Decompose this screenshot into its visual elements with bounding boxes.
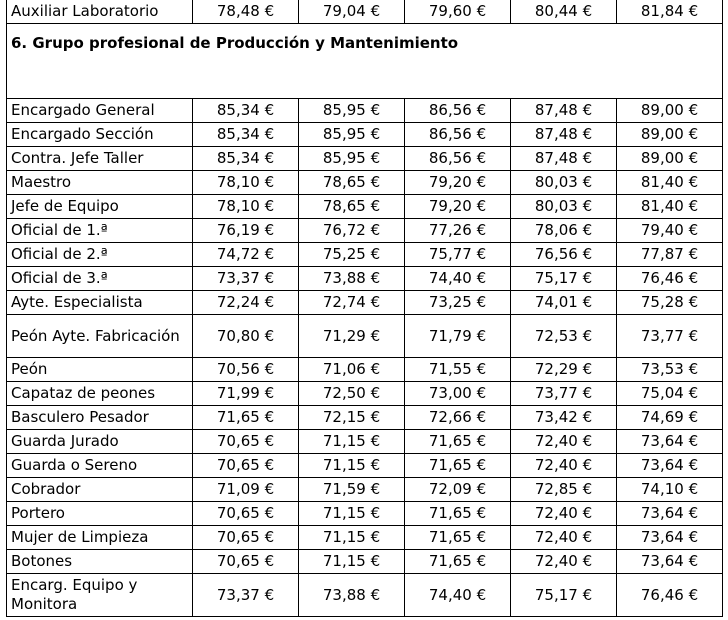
row-value: 78,65 €	[299, 195, 405, 219]
row-value: 70,65 €	[193, 526, 299, 550]
row-value: 75,28 €	[617, 291, 723, 315]
row-value: 81,40 €	[617, 195, 723, 219]
row-value: 81,40 €	[617, 171, 723, 195]
row-value: 78,65 €	[299, 171, 405, 195]
row-value: 71,99 €	[193, 382, 299, 406]
row-value: 73,64 €	[617, 454, 723, 478]
row-category: Ayte. Especialista	[7, 291, 193, 315]
row-value: 78,10 €	[193, 171, 299, 195]
row-value: 71,29 €	[299, 315, 405, 358]
row-value: 71,15 €	[299, 502, 405, 526]
row-category: Mujer de Limpieza	[7, 526, 193, 550]
row-value: 87,48 €	[511, 147, 617, 171]
row-value: 71,65 €	[405, 430, 511, 454]
table-row	[7, 99, 723, 123]
row-value: 75,17 €	[511, 267, 617, 291]
row-value: 76,56 €	[511, 243, 617, 267]
row-value: 71,06 €	[299, 358, 405, 382]
row-value: 73,53 €	[617, 358, 723, 382]
row-value: 73,00 €	[405, 382, 511, 406]
row-value: 73,37 €	[193, 574, 299, 617]
row-value: 79,60 €	[405, 0, 511, 24]
row-value: 71,55 €	[405, 358, 511, 382]
row-value: 89,00 €	[617, 123, 723, 147]
table-row	[7, 526, 723, 550]
table-row	[7, 123, 723, 147]
row-value: 72,15 €	[299, 406, 405, 430]
section-title: 6. Grupo profesional de Producción y Mantenimiento	[7, 24, 723, 99]
row-value: 79,20 €	[405, 171, 511, 195]
row-category: Oficial de 2.ª	[7, 243, 193, 267]
row-value: 72,40 €	[511, 454, 617, 478]
row-category: Auxiliar Laboratorio	[7, 0, 193, 24]
row-value: 77,87 €	[617, 243, 723, 267]
row-value: 85,95 €	[299, 123, 405, 147]
row-value: 74,40 €	[405, 574, 511, 617]
row-category: Contra. Jefe Taller	[7, 147, 193, 171]
row-value: 72,53 €	[511, 315, 617, 358]
row-value: 71,65 €	[405, 550, 511, 574]
row-value: 70,65 €	[193, 430, 299, 454]
row-value: 75,77 €	[405, 243, 511, 267]
row-value: 76,46 €	[617, 574, 723, 617]
row-value: 74,69 €	[617, 406, 723, 430]
row-category: Encarg. Equipo y Monitora	[7, 574, 193, 617]
row-value: 71,65 €	[405, 526, 511, 550]
row-value: 71,65 €	[405, 454, 511, 478]
row-value: 74,10 €	[617, 478, 723, 502]
row-value: 78,06 €	[511, 219, 617, 243]
row-value: 73,88 €	[299, 574, 405, 617]
row-category: Encargado General	[7, 99, 193, 123]
row-value: 71,15 €	[299, 526, 405, 550]
row-category: Oficial de 1.ª	[7, 219, 193, 243]
row-value: 78,10 €	[193, 195, 299, 219]
row-value: 81,84 €	[617, 0, 723, 24]
row-category: Portero	[7, 502, 193, 526]
row-value: 89,00 €	[617, 147, 723, 171]
table-row	[7, 430, 723, 454]
row-category: Cobrador	[7, 478, 193, 502]
row-value: 73,64 €	[617, 502, 723, 526]
row-value: 72,09 €	[405, 478, 511, 502]
row-value: 87,48 €	[511, 99, 617, 123]
row-value: 73,77 €	[511, 382, 617, 406]
row-value: 73,88 €	[299, 267, 405, 291]
row-value: 71,59 €	[299, 478, 405, 502]
row-value: 73,64 €	[617, 430, 723, 454]
row-value: 72,40 €	[511, 430, 617, 454]
table-row	[7, 502, 723, 526]
row-value: 87,48 €	[511, 123, 617, 147]
row-value: 72,24 €	[193, 291, 299, 315]
row-category: Encargado Sección	[7, 123, 193, 147]
row-value: 75,04 €	[617, 382, 723, 406]
table-row	[7, 267, 723, 291]
row-value: 71,15 €	[299, 430, 405, 454]
row-value: 70,65 €	[193, 454, 299, 478]
row-value: 86,56 €	[405, 123, 511, 147]
row-value: 74,40 €	[405, 267, 511, 291]
row-value: 71,09 €	[193, 478, 299, 502]
row-category: Guarda Jurado	[7, 430, 193, 454]
row-value: 70,65 €	[193, 502, 299, 526]
table-row	[7, 171, 723, 195]
row-value: 75,17 €	[511, 574, 617, 617]
row-value: 72,74 €	[299, 291, 405, 315]
table-row-top	[7, 0, 723, 24]
row-value: 72,40 €	[511, 526, 617, 550]
table-row	[7, 243, 723, 267]
row-value: 86,56 €	[405, 99, 511, 123]
row-value: 85,95 €	[299, 147, 405, 171]
salary-table-body	[7, 0, 723, 617]
row-value: 73,64 €	[617, 526, 723, 550]
row-value: 73,37 €	[193, 267, 299, 291]
row-value: 73,77 €	[617, 315, 723, 358]
row-value: 76,46 €	[617, 267, 723, 291]
table-row	[7, 454, 723, 478]
row-value: 74,72 €	[193, 243, 299, 267]
row-value: 73,42 €	[511, 406, 617, 430]
table-row	[7, 406, 723, 430]
row-value: 79,40 €	[617, 219, 723, 243]
row-value: 79,04 €	[299, 0, 405, 24]
row-value: 72,85 €	[511, 478, 617, 502]
row-category: Basculero Pesador	[7, 406, 193, 430]
row-value: 79,20 €	[405, 195, 511, 219]
table-row	[7, 574, 723, 617]
row-value: 70,65 €	[193, 550, 299, 574]
table-row	[7, 358, 723, 382]
row-value: 76,72 €	[299, 219, 405, 243]
row-value: 80,03 €	[511, 195, 617, 219]
row-value: 74,01 €	[511, 291, 617, 315]
row-value: 70,80 €	[193, 315, 299, 358]
table-row	[7, 315, 723, 358]
row-value: 85,34 €	[193, 99, 299, 123]
row-value: 72,40 €	[511, 550, 617, 574]
row-value: 76,19 €	[193, 219, 299, 243]
table-row	[7, 291, 723, 315]
row-value: 71,15 €	[299, 550, 405, 574]
row-category: Jefe de Equipo	[7, 195, 193, 219]
table-row	[7, 382, 723, 406]
row-category: Oficial de 3.ª	[7, 267, 193, 291]
row-value: 73,25 €	[405, 291, 511, 315]
row-value: 85,34 €	[193, 147, 299, 171]
row-value: 72,29 €	[511, 358, 617, 382]
row-value: 85,95 €	[299, 99, 405, 123]
row-category: Peón Ayte. Fabricación	[7, 315, 193, 358]
table-row	[7, 195, 723, 219]
row-value: 71,65 €	[405, 502, 511, 526]
table-row	[7, 550, 723, 574]
row-value: 71,79 €	[405, 315, 511, 358]
row-value: 77,26 €	[405, 219, 511, 243]
row-value: 80,03 €	[511, 171, 617, 195]
row-value: 72,40 €	[511, 502, 617, 526]
row-value: 89,00 €	[617, 99, 723, 123]
row-value: 70,56 €	[193, 358, 299, 382]
row-value: 80,44 €	[511, 0, 617, 24]
row-value: 71,15 €	[299, 454, 405, 478]
row-category: Botones	[7, 550, 193, 574]
table-row	[7, 147, 723, 171]
table-row	[7, 219, 723, 243]
row-category: Guarda o Sereno	[7, 454, 193, 478]
row-value: 72,66 €	[405, 406, 511, 430]
row-category: Peón	[7, 358, 193, 382]
row-category: Maestro	[7, 171, 193, 195]
row-value: 86,56 €	[405, 147, 511, 171]
table-row	[7, 478, 723, 502]
row-value: 75,25 €	[299, 243, 405, 267]
row-value: 85,34 €	[193, 123, 299, 147]
section-header-row	[7, 24, 723, 99]
salary-table	[6, 0, 723, 617]
row-value: 78,48 €	[193, 0, 299, 24]
row-value: 71,65 €	[193, 406, 299, 430]
row-category: Capataz de peones	[7, 382, 193, 406]
row-value: 73,64 €	[617, 550, 723, 574]
row-value: 72,50 €	[299, 382, 405, 406]
